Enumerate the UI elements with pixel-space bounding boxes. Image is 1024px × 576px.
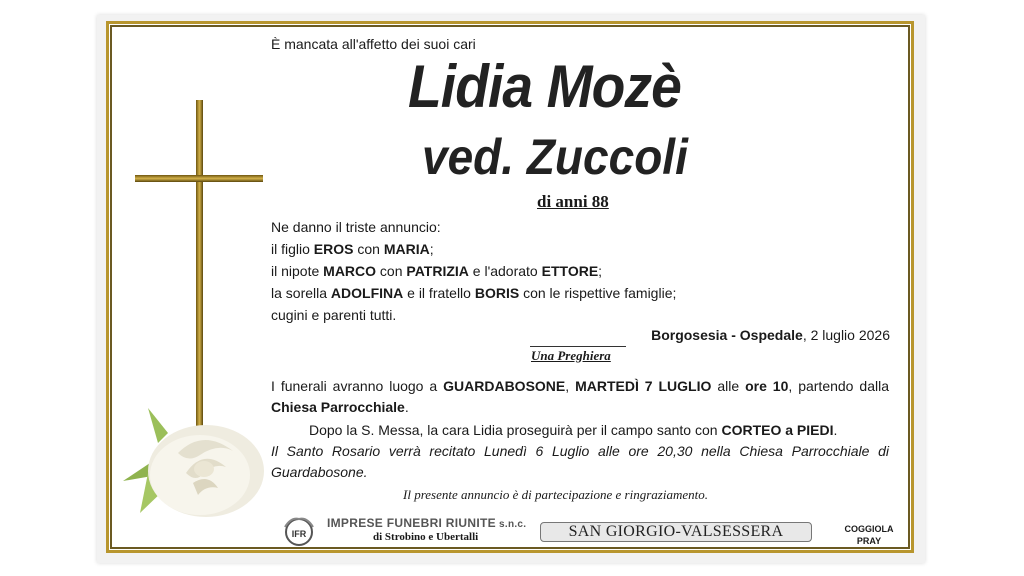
bold-text: GUARDABOSONE — [443, 378, 566, 394]
place-date — [651, 327, 890, 343]
bold-text: PATRIZIA — [406, 263, 469, 279]
white-rose-image — [118, 403, 276, 523]
announcement-line — [271, 307, 396, 323]
text-run: ; — [598, 263, 603, 279]
text-run: e l'adorato — [468, 263, 542, 279]
text-run: il nipote — [271, 263, 324, 279]
company-logo — [281, 515, 317, 547]
married-name: ved. Zuccoli — [422, 129, 688, 185]
announcement-line — [271, 241, 434, 257]
text-run: con le rispettive famiglie; — [519, 285, 677, 301]
mass-paragraph — [271, 420, 889, 441]
text-run: , partendo dalla — [788, 378, 889, 394]
bold-text: EROS — [313, 241, 354, 257]
town-name: PRAY — [856, 536, 882, 546]
bold-text: BORIS — [474, 285, 520, 301]
company-name-main: IMPRESE FUNEBRI RIUNITE — [327, 516, 496, 530]
text-run: la sorella — [271, 285, 331, 301]
bold-text: Chiesa Parrocchiale — [271, 399, 405, 415]
date-text: , 2 luglio 2026 — [802, 327, 890, 343]
text-run: I funerali avranno luogo a — [271, 378, 444, 394]
bold-text: ore 10 — [745, 378, 789, 394]
text-run: con — [353, 241, 384, 257]
announcement-line — [271, 285, 676, 301]
text-run: . — [833, 422, 838, 438]
cross-icon — [135, 100, 263, 435]
prayer-divider — [530, 346, 626, 347]
age-text: di anni 88 — [537, 192, 609, 211]
text-run: Ne danno il triste annuncio: — [271, 219, 441, 235]
text-run: . — [404, 399, 409, 415]
bold-text: ETTORE — [541, 263, 599, 279]
text-run: Dopo la S. Messa, la cara Lidia proseguirà per il campo santo con — [309, 422, 722, 438]
text-run: ; — [429, 241, 434, 257]
town-name: COGGIOLA — [844, 524, 894, 534]
intro-text: È mancata all'affetto dei suoi cari — [271, 36, 476, 52]
company-owners: di Strobino e Ubertalli — [373, 531, 479, 543]
place-name: Borgosesia - Ospedale — [651, 327, 803, 343]
bold-text: MARTEDÌ 7 LUGLIO — [575, 378, 712, 394]
announcement-line — [271, 263, 602, 279]
text-run: alle — [711, 378, 746, 394]
bold-text: ADOLFINA — [330, 285, 404, 301]
company-name — [327, 516, 526, 530]
text-run: , — [565, 378, 576, 394]
bold-text: MARCO — [323, 263, 377, 279]
bold-text: CORTEO a PIEDI — [721, 422, 834, 438]
towns-list — [838, 523, 900, 547]
company-suffix: s.n.c. — [495, 519, 527, 530]
text-run: e il fratello — [403, 285, 475, 301]
funeral-paragraph — [271, 376, 889, 418]
deceased-name: Lidia Mozè — [408, 53, 681, 120]
rosary-paragraph: Il Santo Rosario verrà recitato Lunedì 6 Luglio alle ore 20,30 nella Chiesa Parrocchiale di Guardabosone. — [271, 443, 889, 480]
bold-text: MARIA — [383, 241, 430, 257]
text-run: il figlio — [271, 241, 314, 257]
prayer-heading: Una Preghiera — [531, 348, 611, 363]
closing-text: Il presente annuncio è di partecipazione e ringraziamento. — [403, 487, 708, 502]
logo-letters: IFR — [291, 529, 307, 539]
announcement-line — [271, 219, 441, 235]
location-badge: SAN GIORGIO-VALSESSERA — [540, 522, 812, 542]
text-run: con — [376, 263, 407, 279]
text-run: cugini e parenti tutti. — [271, 307, 397, 323]
